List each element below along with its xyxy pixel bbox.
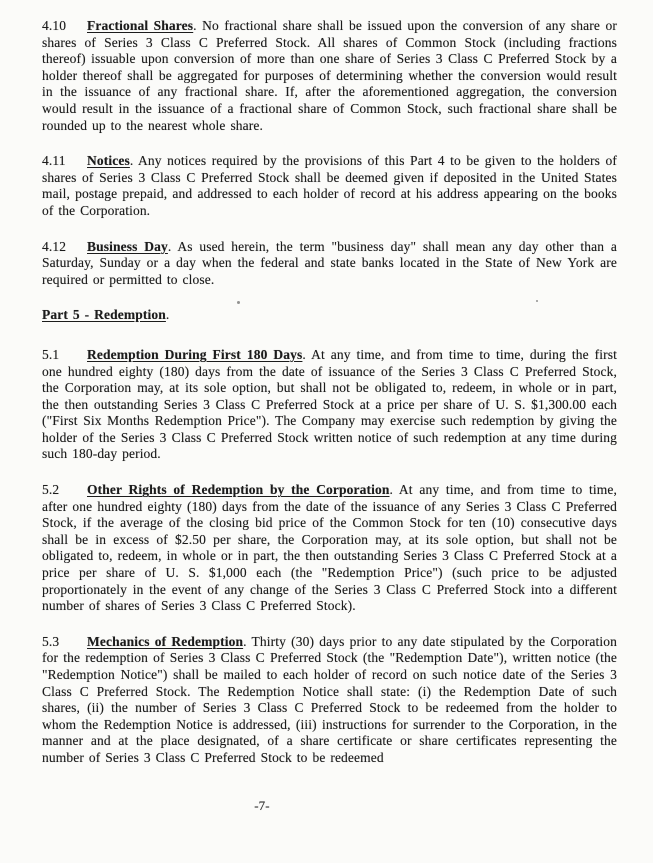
section-body: . As used herein, the term "business day" shall mean any day other than a Saturday, Sunday or a day when the federal and state banks located in the State of New York are required or permitted to close. bbox=[42, 238, 617, 287]
section-body: . Any notices required by the provisions of this Part 4 to be given to the holders of shares of Series 3 Class C Preferred Stock shall be deemed given if deposited in the United States mail, postage prepaid, and addressed to each holder of record at his address appearing on the books of the Corporation. bbox=[42, 153, 617, 218]
paragraph-5-3 bbox=[42, 634, 617, 767]
section-number: 5.3 bbox=[42, 633, 60, 649]
section-body: . Thirty (30) days prior to any date stipulated by the Corporation for the redemption of Series 3 Class C Preferred Stock (the "Redemption Date"), written notice (the "Redemption Notice") shall be mailed to each holder of record on such notice date of the Series 3 Class C Preferred Stock. The Redemption Notice shall state: (i) the Redemption Date of such shares, (ii) the number of Series 3 Class C Preferred Stock to be redeemed from the holder to whom the Redemption Notice is addressed, (iii) instructions for surrender to the Corporation, in the manner and at the place designated, of a share certificate or share certificates representing the number of Series 3 Class C Preferred Stock to be redeemed bbox=[42, 633, 617, 765]
section-number: 4.10 bbox=[42, 18, 67, 33]
paragraph-5-2 bbox=[42, 482, 617, 615]
section-heading: Notices bbox=[87, 153, 130, 169]
section-body: . At any time, and from time to time, during the first one hundred eighty (180) days from the date of issuance of the Series 3 Class C Preferred Stock, the Corporation may, at its sole option, but shall not be obligated to, redeem, in whole or in part, the then outstanding Series 3 Class C Preferred Stock at a price per share of U. S. $1,300.00 each ("First Six Months Redemption Price"). The Company may exercise such redemption by giving the holder of the Series 3 Class C Preferred Stock written notice of such redemption at any time during such 180-day period. bbox=[42, 346, 617, 462]
section-heading: Mechanics of Redemption bbox=[87, 633, 244, 649]
paragraph-4-12 bbox=[42, 239, 617, 289]
paragraph-5-1 bbox=[42, 347, 617, 463]
section-heading: Redemption During First 180 Days bbox=[87, 346, 303, 362]
paragraph-4-11 bbox=[42, 153, 617, 219]
section-number: 4.11 bbox=[42, 153, 66, 169]
scan-speck bbox=[237, 301, 240, 304]
paragraph-4-10 bbox=[42, 18, 617, 134]
part-heading-text: Part 5 - Redemption bbox=[42, 307, 166, 323]
section-number: 4.12 bbox=[42, 238, 67, 254]
section-heading: Fractional Shares bbox=[87, 18, 194, 33]
page-number: -7- bbox=[254, 798, 270, 813]
scan-speck bbox=[536, 300, 538, 302]
section-body: . No fractional share shall be issued upon the conversion of any share or shares of Series 3 Class C Preferred Stock. All shares of Common Stock (including fractions thereof) issuable upon conversion of more than one share of Series 3 Class C Preferred Stock by a holder thereof shall be aggregated for purposes of determining whether the conversion would result in the issuance of any fractional share. If, after the aforementioned aggregation, the conversion would result in the issuance of a fractional share of Common Stock, such fractional share shall be rounded up to the nearest whole share. bbox=[42, 18, 617, 133]
section-number: 5.1 bbox=[42, 346, 60, 362]
part-5-heading bbox=[42, 307, 617, 324]
section-body: . At any time, and from time to time, after one hundred eighty (180) days from the date of the issuance of any Series 3 Class C Preferred Stock, if the average of the closing bid price of the Common Stock for ten (10) consecutive days shall be in excess of $2.50 per share, the Corporation may, at its sole option, but shall not be obligated to, redeem, in whole or in part, the then outstanding Series 3 Class C Preferred Stock at a price per share of U. S. $1,000 each (the "Redemption Price") (such price to be adjusted proportionately in the event of any change of the Series 3 Class C Preferred Stock into a different number of shares of Series 3 Class C Preferred Stock). bbox=[42, 482, 617, 614]
section-number: 5.2 bbox=[42, 482, 60, 498]
section-heading: Business Day bbox=[87, 238, 168, 254]
section-heading: Other Rights of Redemption by the Corporation bbox=[87, 482, 390, 498]
part-heading-period: . bbox=[165, 307, 170, 323]
